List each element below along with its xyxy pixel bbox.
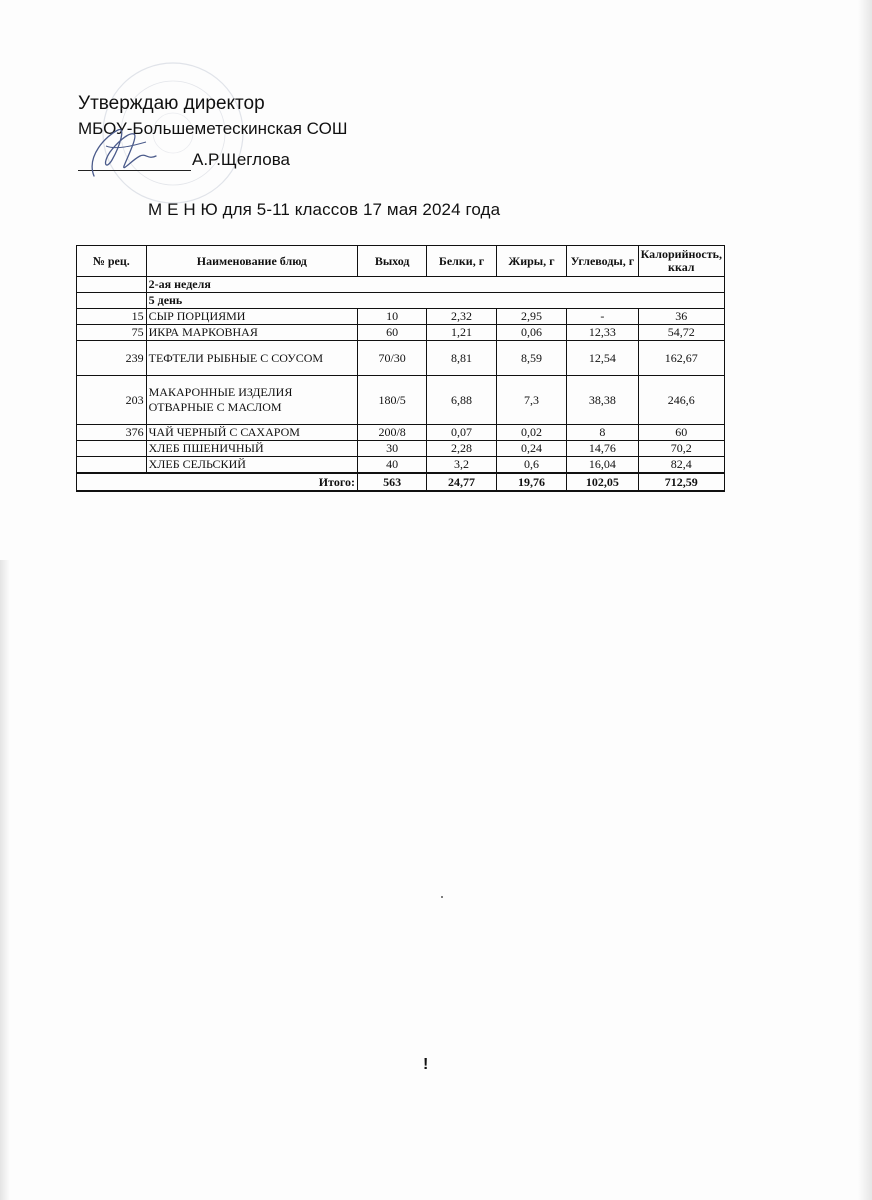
carbs: 14,76	[567, 441, 638, 457]
rec-number: 75	[77, 325, 147, 341]
footer-mark: !	[423, 1056, 429, 1073]
table-row	[77, 376, 725, 425]
fats: 0,06	[496, 325, 566, 341]
fats: 0,6	[496, 457, 566, 474]
kcal: 70,2	[638, 441, 724, 457]
header-rec: № рец.	[77, 246, 147, 277]
approval-line-1: Утверждаю директор	[78, 93, 265, 114]
output: 70/30	[357, 341, 426, 376]
carbs: 12,33	[567, 325, 638, 341]
carbs: -	[567, 309, 638, 325]
carbs: 8	[567, 425, 638, 441]
proteins: 2,32	[427, 309, 496, 325]
proteins: 0,07	[427, 425, 496, 441]
kcal: 60	[638, 425, 724, 441]
kcal: 82,4	[638, 457, 724, 474]
output: 180/5	[357, 376, 426, 425]
kcal: 54,72	[638, 325, 724, 341]
rec-number: 239	[77, 341, 147, 376]
total-kcal: 712,59	[638, 473, 724, 491]
fats: 0,02	[496, 425, 566, 441]
header-kcal: Калорийность, ккал	[638, 246, 724, 277]
total-carbs: 102,05	[567, 473, 638, 491]
header-fats: Жиры, г	[496, 246, 566, 277]
week-row	[77, 277, 725, 293]
kcal: 36	[638, 309, 724, 325]
dish-name: СЫР ПОРЦИЯМИ	[146, 309, 357, 325]
header-proteins: Белки, г	[427, 246, 496, 277]
dish-name: ХЛЕБ СЕЛЬСКИЙ	[146, 457, 357, 474]
output: 40	[357, 457, 426, 474]
handwritten-signature	[76, 116, 166, 186]
output: 60	[357, 325, 426, 341]
proteins: 1,21	[427, 325, 496, 341]
output: 200/8	[357, 425, 426, 441]
rec-number	[77, 457, 147, 474]
header-dish-name: Наименование блюд	[146, 246, 357, 277]
table-row	[77, 325, 725, 341]
menu-table	[76, 245, 725, 492]
table-row	[77, 309, 725, 325]
dish-name-line-1: МАКАРОННЫЕ ИЗДЕЛИЯ	[148, 385, 293, 399]
table-row	[77, 341, 725, 376]
output: 30	[357, 441, 426, 457]
kcal: 246,6	[638, 376, 724, 425]
total-output: 563	[357, 473, 426, 491]
fats: 8,59	[496, 341, 566, 376]
approval-line-2: МБОУ-Большеметескинская СОШ	[78, 119, 348, 138]
fats: 0,24	[496, 441, 566, 457]
empty-cell	[77, 277, 147, 293]
dish-name-line-2: ОТВАРНЫЕ С МАСЛОМ	[148, 400, 282, 414]
week-label: 2-ая неделя	[146, 277, 724, 293]
table-header-row	[77, 246, 725, 277]
output: 10	[357, 309, 426, 325]
rec-number: 376	[77, 425, 147, 441]
rec-number: 203	[77, 376, 147, 425]
proteins: 8,81	[427, 341, 496, 376]
kcal: 162,67	[638, 341, 724, 376]
header-output: Выход	[357, 246, 426, 277]
table-row	[77, 441, 725, 457]
carbs: 12,54	[567, 341, 638, 376]
table-row	[77, 425, 725, 441]
scan-edge-left	[0, 560, 10, 1200]
carbs: 38,38	[567, 376, 638, 425]
proteins: 6,88	[427, 376, 496, 425]
rec-number	[77, 441, 147, 457]
signer-name: А.Р.Щеглова	[192, 150, 290, 169]
total-label: Итого:	[77, 473, 358, 491]
empty-cell	[77, 293, 147, 309]
proteins: 2,28	[427, 441, 496, 457]
dish-name: ТЕФТЕЛИ РЫБНЫЕ С СОУСОМ	[146, 341, 357, 376]
proteins: 3,2	[427, 457, 496, 474]
fats: 7,3	[496, 376, 566, 425]
document-title: М Е Н Ю для 5-11 классов 17 мая 2024 года	[148, 200, 501, 219]
scan-speck	[441, 896, 443, 898]
day-row	[77, 293, 725, 309]
total-proteins: 24,77	[427, 473, 496, 491]
dish-name: ИКРА МАРКОВНАЯ	[146, 325, 357, 341]
table-row	[77, 457, 725, 474]
scan-edge-right	[858, 0, 872, 1200]
header-carbs: Углеводы, г	[567, 246, 638, 277]
dish-name: ЧАЙ ЧЕРНЫЙ С САХАРОМ	[146, 425, 357, 441]
carbs: 16,04	[567, 457, 638, 474]
total-row	[77, 473, 725, 491]
day-label: 5 день	[146, 293, 724, 309]
fats: 2,95	[496, 309, 566, 325]
rec-number: 15	[77, 309, 147, 325]
dish-name	[146, 376, 357, 425]
total-fats: 19,76	[496, 473, 566, 491]
dish-name: ХЛЕБ ПШЕНИЧНЫЙ	[146, 441, 357, 457]
